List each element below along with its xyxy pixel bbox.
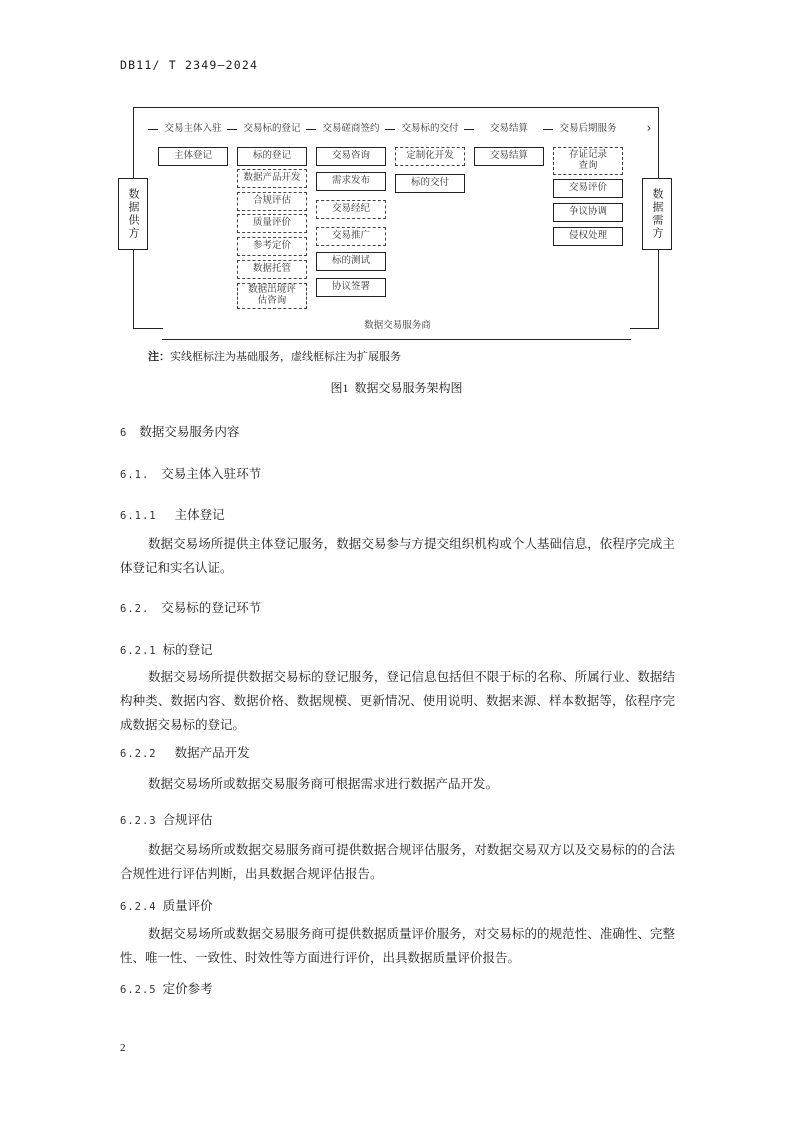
data-demander-box: 数据需方 xyxy=(642,178,672,250)
service-box: 合规评估 xyxy=(237,192,307,211)
section-heading: 6.2.4 质量评价 xyxy=(120,898,213,913)
service-box: 交易咨询 xyxy=(316,147,386,166)
page-number: 2 xyxy=(120,1042,126,1054)
service-box: 数据出境评估咨询 xyxy=(237,283,307,309)
chain-arrow: › xyxy=(646,121,652,136)
service-box: 侵权处理 xyxy=(553,227,623,246)
section-heading: 6.2.2 数据产品开发 xyxy=(120,745,250,760)
service-box: 交易经纪 xyxy=(316,200,386,219)
service-box: 参考定价 xyxy=(237,237,307,256)
chain-step-delivery: 交易标的交付 xyxy=(401,122,459,134)
chain-step-after-service: 交易后期服务 xyxy=(559,122,617,134)
service-box: 主体登记 xyxy=(158,147,228,166)
service-box: 标的测试 xyxy=(316,252,386,271)
caption-title: 数据交易服务架构图 xyxy=(354,381,463,395)
paragraph: 数据交易场所提供主体登记服务，数据交易参与方提交组织机构或个人基础信息，依程序完成主体登记和实名认证。 xyxy=(120,536,675,575)
document-id: DB11/ T 2349—2024 xyxy=(120,58,259,72)
service-architecture-figure xyxy=(0,0,793,360)
service-box: 定制化开发 xyxy=(395,147,465,166)
service-box: 交易评价 xyxy=(553,179,623,198)
service-box: 需求发布 xyxy=(316,172,386,191)
chain-step-onboarding: 交易主体入驻 xyxy=(164,122,222,134)
paragraph: 数据交易场所提供数据交易标的登记服务，登记信息包括但不限于标的名称、所属行业、数据结构种类、数据内容、数据价格、数据规模、更新情况、使用说明、数据来源、样本数据等，依程序完成数据交易标的登记。 xyxy=(120,669,675,732)
figure-note xyxy=(148,348,401,364)
section-heading: 6.2.1 标的登记 xyxy=(120,642,213,657)
note-prefix: 注： xyxy=(148,350,170,363)
service-box: 标的交付 xyxy=(395,174,465,193)
paragraph: 数据交易场所或数据交易服务商可根据需求进行数据产品开发。 xyxy=(148,776,499,791)
service-box: 标的登记 xyxy=(237,147,307,166)
chain-step-registration: 交易标的登记 xyxy=(243,122,301,134)
service-box: 交易推广 xyxy=(316,227,386,246)
section-heading: 6.2.3 合规评估 xyxy=(120,812,213,827)
chain-step-settlement: 交易结算 xyxy=(489,122,528,134)
section-heading: 6.2.5 定价参考 xyxy=(120,981,213,996)
section-heading: 6.2. 交易标的登记环节 xyxy=(120,600,262,615)
section-heading: 6.1. 交易主体入驻环节 xyxy=(120,466,262,481)
service-provider-label: 数据交易服务商 xyxy=(364,319,431,331)
note-text: 实线框标注为基础服务，虚线框标注为扩展服务 xyxy=(170,350,401,363)
caption-number: 图1 xyxy=(330,381,349,395)
section-heading: 6.1.1 主体登记 xyxy=(120,507,225,522)
chain-step-negotiation: 交易磋商签约 xyxy=(322,122,380,134)
service-box: 争议协调 xyxy=(553,203,623,222)
service-box: 数据托管 xyxy=(237,260,307,279)
paragraph: 数据交易场所或数据交易服务商可提供数据合规评估服务，对数据交易双方以及交易标的的合法合规性进行评估判断，出具数据合规评估报告。 xyxy=(120,842,675,881)
data-supplier-box: 数据供方 xyxy=(118,178,148,250)
section-heading: 6 数据交易服务内容 xyxy=(120,424,240,439)
service-box: 数据产品开发 xyxy=(237,169,307,188)
service-box: 质量评价 xyxy=(237,214,307,233)
service-box: 交易结算 xyxy=(474,147,544,166)
paragraph: 数据交易场所或数据交易服务商可提供数据质量评价服务，对交易标的的规范性、准确性、完整性、唯一性、一致性、时效性等方面进行评价，出具数据质量评价报告。 xyxy=(120,926,675,965)
figure-caption xyxy=(0,379,793,396)
service-box: 协议签署 xyxy=(316,278,386,297)
service-box: 存证记录查询 xyxy=(553,147,623,175)
